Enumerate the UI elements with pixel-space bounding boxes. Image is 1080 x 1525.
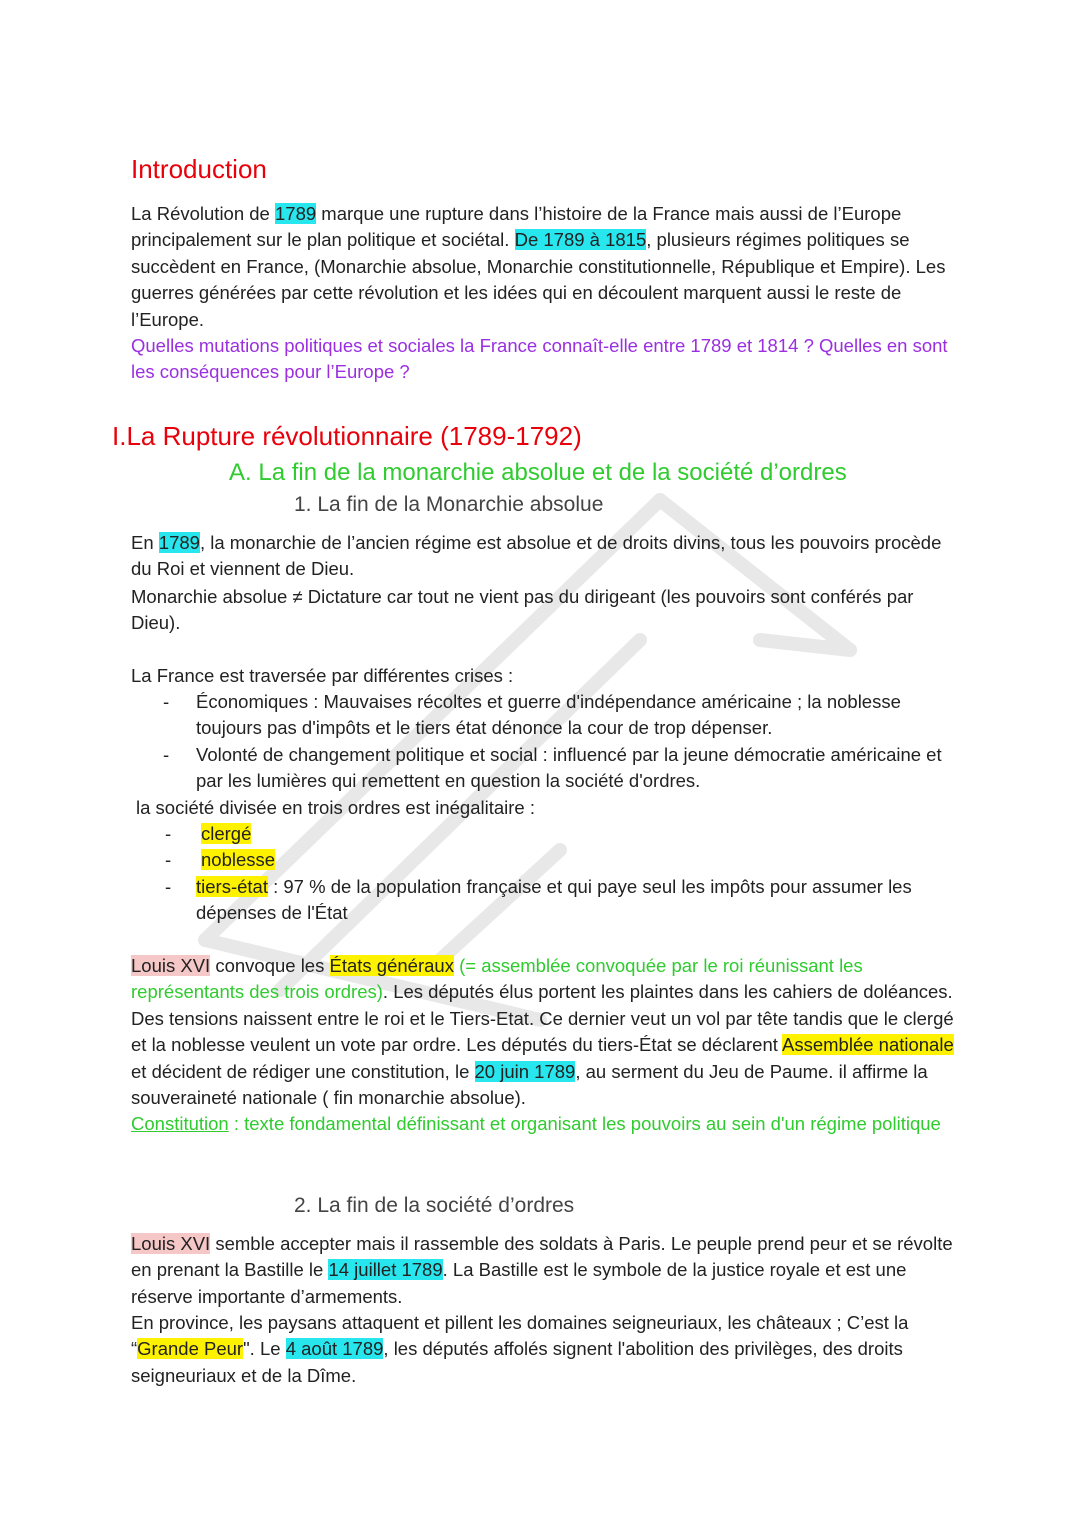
list-item: - Volonté de changement politique et social : influencé par la jeune démocratie américaine et par les lumières qui remettent en question la société d'ordres. xyxy=(163,743,942,792)
list-item: - tiers-état : 97 % de la population française et qui paye seul les impôts pour assumer les dépenses de l'État xyxy=(165,875,912,924)
list-item: - noblesse xyxy=(165,849,276,871)
list-item: - clergé xyxy=(165,823,252,844)
grande-peur-paragraph: En province, les paysans attaquent et pillent les domaines seigneuriaux, les châteaux ; C’est la “Grande Peur". Le 4 août 1789, les députés affolés signent l'abolition des privilèges, des droits seigneuriaux et de la Dîme. xyxy=(131,1312,909,1386)
monarchie-paragraph: En 1789, la monarchie de l’ancien régime est absolue et de droits divins, tous les pouvoirs procède du Roi et viennent de Dieu. xyxy=(131,532,942,580)
intro-paragraph: La Révolution de 1789 marque une rupture dans l’histoire de la France mais aussi de l’Europe principalement sur le plan politique et sociétal. De 1789 à 1815, plusieurs régimes politiques se succèdent en France, (Monarchie absolue, Monarchie constitutionnelle, République et Empire). Les guerres générées par cette révolution et les idées qui en découlent marquent aussi le reste de l’Europe. xyxy=(131,203,946,330)
crises-list xyxy=(131,689,961,795)
definition-text: (= assemblée convoquée par le roi réunissant les représentants des trois ordres) xyxy=(131,955,863,1003)
part-title: I.La Rupture révolutionnaire (1789-1792) xyxy=(112,421,582,451)
date-highlight: De 1789 à 1815 xyxy=(514,229,647,251)
bastille-paragraph: Louis XVI semble accepter mais il rassemble des soldats à Paris. Le peuple prend peur et se révolte en prenant la Bastille le 14 juillet 1789. La Bastille est le symbole de la justice royale et est une réserve importante d’armements. xyxy=(131,1233,953,1307)
date-highlight: 1789 xyxy=(275,203,317,224)
intro-title: Introduction xyxy=(131,154,267,184)
subsection-1-title: 1. La fin de la Monarchie absolue xyxy=(294,493,604,516)
person-highlight: Louis XVI xyxy=(131,955,211,976)
orders-intro: la société divisée en trois ordres est inégalitaire : xyxy=(136,797,535,818)
crises-intro: La France est traversée par différentes crises : xyxy=(131,665,514,686)
subsection-2-title: 2. La fin de la société d’ordres xyxy=(294,1194,575,1217)
date-highlight: 1789 xyxy=(158,532,200,553)
intro-question: Quelles mutations politiques et sociales la France connaît-elle entre 1789 et 1814 ? Quelles en sont les conséquences pour l’Europe ? xyxy=(131,335,948,383)
section-a-title: A. La fin de la monarchie absolue et de la société d’ordres xyxy=(229,459,847,486)
person-highlight: Louis XVI xyxy=(131,1233,211,1254)
orders-list xyxy=(131,821,961,927)
monarchie-definition: Monarchie absolue ≠ Dictature car tout ne vient pas du dirigeant (les pouvoirs sont conférés par Dieu). xyxy=(131,586,914,634)
date-highlight: 4 août 1789 xyxy=(285,1338,384,1360)
etats-generaux-paragraph: Louis XVI convoque les États généraux (= assemblée convoquée par le roi réunissant les représentants des trois ordres). Les députés élus portent les plaintes dans les cahiers de doléances. Des tensions naissent entre le roi et le Tiers-Etat. Ce dernier veut un vol par tête tandis que le clergé et la noblesse veulent un vote par ordre. Les députés du tiers-État se déclarent Assemblée nationale et décident de rédiger une constitution, le 20 juin 1789, au serment du Jeu de Paume. il affirme la souveraineté nationale ( fin monarchie absolue). xyxy=(131,955,954,1109)
date-highlight: 14 juillet 1789 xyxy=(328,1259,443,1281)
constitution-definition: Constitution : texte fondamental définissant et organisant les pouvoirs au sein d'un régime politique xyxy=(131,1113,941,1134)
date-highlight: 20 juin 1789 xyxy=(474,1060,576,1082)
list-item: - Économiques : Mauvaises récoltes et guerre d'indépendance américaine ; la noblesse toujours pas d'impôts et le tiers état dénonce la cour de trop dépenser. xyxy=(163,691,901,739)
